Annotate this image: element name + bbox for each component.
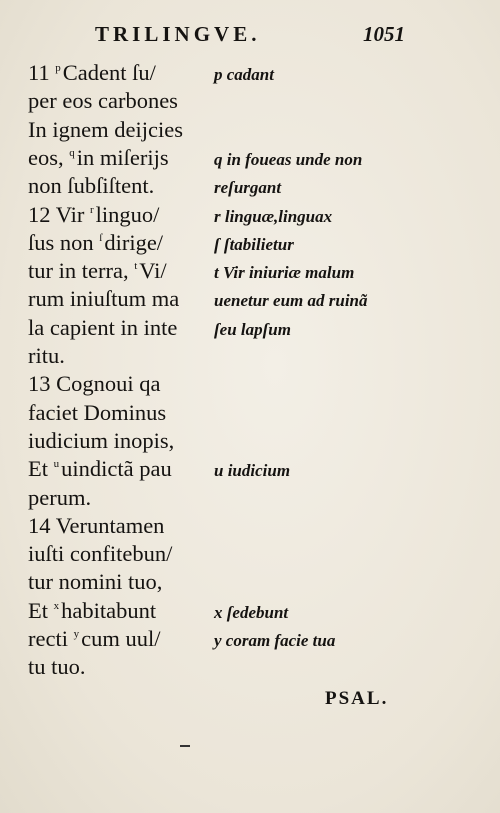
text-segment: Vi/ — [139, 258, 167, 284]
footnote-marker: t — [134, 260, 138, 273]
text-segment: linguo/ — [95, 201, 160, 227]
text-line — [28, 345, 65, 368]
catchword: PSAL. — [325, 688, 389, 709]
text-segment: tur in terra, — [28, 258, 135, 284]
text-line — [28, 260, 167, 283]
page-number: 1051 — [363, 22, 405, 46]
text-segment: 12 Vir — [28, 201, 90, 227]
marginal-gloss: u iudicium — [214, 461, 291, 481]
footnote-marker: r — [90, 203, 94, 216]
text-segment: eos, — [28, 144, 70, 170]
page-header — [95, 22, 405, 52]
text-segment: recti — [28, 626, 74, 651]
marginal-gloss: r linguæ,linguax — [214, 206, 333, 226]
text-line — [28, 314, 178, 340]
footnote-marker: u — [53, 458, 60, 471]
text-segment: in miſerijs — [76, 144, 169, 170]
text-segment: per eos carbones — [28, 88, 178, 114]
text-line — [28, 656, 86, 679]
text-segment: Cadent ſu/ — [62, 60, 156, 85]
footnote-marker: p — [55, 62, 61, 74]
marginal-gloss: y coram facie tua — [214, 631, 336, 650]
text-line — [28, 571, 162, 594]
text-segment: cum uul/ — [81, 626, 161, 651]
text-segment: rum iniuſtum ma — [28, 286, 180, 312]
running-title: TRILINGVE. — [95, 22, 261, 46]
text-segment: la capient in inte — [28, 314, 178, 340]
text-segment: habitabunt — [61, 597, 157, 623]
marginal-gloss: ſ ſtabilietur — [214, 234, 294, 254]
text-segment: Et — [28, 456, 54, 482]
text-segment: dirige/ — [104, 229, 164, 255]
text-segment: ſus non — [28, 229, 100, 255]
text-line — [28, 484, 92, 510]
text-segment: tu tuo. — [28, 654, 86, 680]
decorative-dash — [180, 745, 190, 747]
text-line — [28, 399, 167, 425]
text-segment: 13 Cognoui qa — [28, 371, 161, 397]
text-line — [28, 175, 154, 198]
text-segment: In ignem deijcies — [28, 116, 183, 142]
text-line — [28, 90, 178, 113]
text-line — [28, 62, 156, 85]
footnote-marker: y — [73, 628, 80, 640]
text-line — [28, 116, 183, 142]
text-line — [28, 458, 172, 481]
marginal-gloss: q in foueas unde non — [214, 149, 363, 169]
marginal-gloss: reſurgant — [214, 178, 282, 198]
text-segment: 11 — [28, 60, 56, 85]
marginal-gloss: ſeu lapſum — [214, 319, 291, 339]
text-line — [28, 543, 172, 566]
text-segment: perum. — [28, 484, 92, 510]
text-segment: tur nomini tuo, — [28, 569, 163, 595]
text-segment: Et — [28, 597, 54, 623]
text-segment: non ſubſiſtent. — [28, 173, 155, 199]
text-segment: 14 Veruntamen — [28, 512, 165, 538]
text-segment: iuſti confitebun/ — [28, 541, 173, 567]
text-line — [28, 597, 157, 623]
marginal-gloss: p cadant — [214, 65, 274, 84]
text-line — [28, 512, 165, 538]
text-line — [28, 373, 161, 396]
text-line — [28, 229, 164, 255]
text-segment: uindictã pau — [61, 456, 172, 482]
footnote-marker: x — [53, 599, 60, 612]
text-line — [28, 288, 179, 311]
text-line — [28, 427, 175, 453]
footnote-marker: q — [69, 146, 75, 159]
text-segment: faciet Dominus — [28, 399, 167, 425]
footnote-marker: ſ — [99, 231, 103, 244]
marginal-gloss: uenetur eum ad ruinã — [214, 291, 368, 311]
marginal-gloss: x ſedebunt — [214, 602, 289, 622]
text-segment: ritu. — [28, 343, 65, 368]
text-line — [28, 628, 160, 651]
text-line — [28, 201, 160, 227]
marginal-gloss: t Vir iniuriæ malum — [214, 263, 355, 283]
text-line — [28, 144, 169, 170]
text-segment: iudicium inopis, — [28, 427, 175, 453]
